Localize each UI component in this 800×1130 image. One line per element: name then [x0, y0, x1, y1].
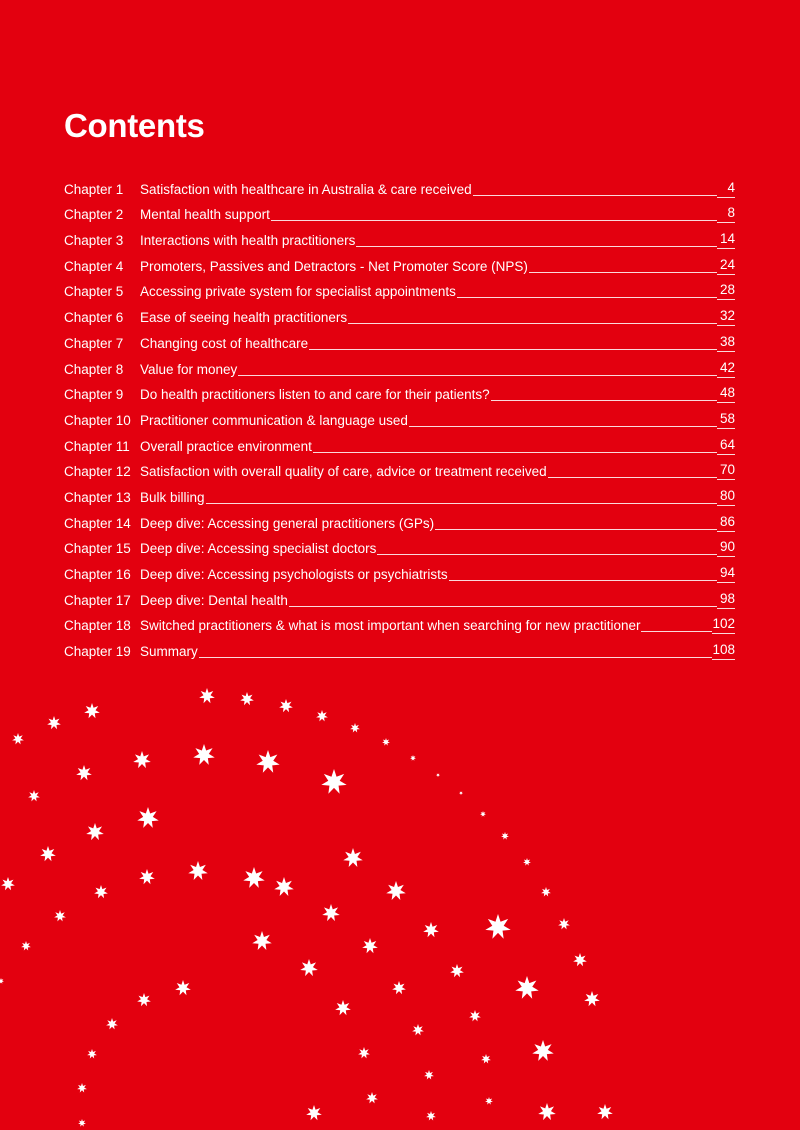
toc-title: Accessing private system for specialist appointments [140, 284, 456, 300]
toc-leader [356, 246, 717, 247]
star-icon [87, 1049, 97, 1059]
toc-row-11[interactable] [64, 429, 735, 455]
toc-leader [199, 657, 713, 658]
star-icon [410, 755, 416, 761]
star-icon [321, 769, 346, 794]
star-icon [335, 1000, 351, 1015]
toc-page: 64 [717, 437, 735, 455]
toc-page: 80 [717, 488, 735, 506]
toc-chapter: Chapter 7 [64, 335, 124, 351]
toc-page: 32 [717, 308, 735, 326]
toc-leader [641, 631, 712, 632]
toc-chapter: Chapter 2 [64, 207, 124, 223]
star-icon [558, 918, 570, 929]
star-icon [436, 773, 440, 777]
star-icon [94, 885, 108, 898]
star-icon [193, 744, 214, 765]
toc-leader [313, 452, 717, 453]
star-icon [350, 723, 360, 733]
toc-chapter: Chapter 8 [64, 361, 124, 377]
star-icon [343, 848, 363, 867]
toc-page: 28 [717, 282, 735, 300]
star-icon [139, 869, 155, 884]
star-icon [485, 1097, 493, 1105]
toc-row-12[interactable] [64, 455, 735, 481]
toc-row-15[interactable] [64, 532, 735, 558]
toc-row-4[interactable] [64, 249, 735, 275]
star-icon [426, 1111, 436, 1121]
toc-page: 4 [717, 180, 735, 198]
toc-page: 108 [712, 642, 735, 660]
star-icon [392, 981, 406, 994]
star-icon [322, 904, 340, 921]
toc-title: Interactions with health practitioners [140, 233, 356, 249]
star-icon [137, 993, 151, 1006]
toc-leader [206, 503, 717, 504]
toc-chapter: Chapter 3 [64, 233, 124, 249]
star-icon [76, 765, 92, 780]
toc-title: Do health practitioners listen to and care for their patients? [140, 387, 490, 403]
star-icon [532, 1040, 553, 1061]
star-icon [77, 1083, 87, 1093]
star-icon [0, 978, 4, 984]
toc-row-3[interactable] [64, 223, 735, 249]
toc-title: Overall practice environment [140, 438, 312, 454]
toc-leader [377, 554, 717, 555]
star-icon [382, 738, 390, 746]
toc-title: Satisfaction with healthcare in Australia & care received [140, 181, 472, 197]
star-icon [541, 887, 551, 897]
star-icon [424, 1070, 434, 1080]
star-icon [54, 910, 66, 921]
toc-leader [409, 426, 717, 427]
star-icon [501, 832, 509, 840]
toc-page: 48 [717, 385, 735, 403]
toc-title: Deep dive: Accessing specialist doctors [140, 541, 377, 557]
star-icon [1, 877, 15, 890]
toc-chapter: Chapter 9 [64, 387, 124, 403]
toc-title: Mental health support [140, 207, 270, 223]
star-icon [47, 716, 61, 729]
toc-row-2[interactable] [64, 198, 735, 224]
toc-leader [473, 195, 717, 196]
star-icon [573, 953, 587, 966]
toc-title: Satisfaction with overall quality of care, advice or treatment received [140, 464, 547, 480]
toc-leader [309, 349, 717, 350]
star-icon [84, 703, 100, 718]
toc-row-19[interactable] [64, 634, 735, 660]
toc-title: Promoters, Passives and Detractors - Net Promoter Score (NPS) [140, 258, 528, 274]
toc-page: 24 [717, 257, 735, 275]
star-icon [28, 790, 40, 801]
toc-chapter: Chapter 17 [64, 592, 131, 608]
star-icon [175, 980, 191, 995]
toc-row-9[interactable] [64, 378, 735, 404]
toc-title: Deep dive: Dental health [140, 592, 288, 608]
toc-title: Practitioner communication & language used [140, 412, 408, 428]
star-icon [199, 688, 215, 703]
toc-title: Switched practitioners & what is most important when searching for new practitioner [140, 618, 641, 634]
star-icon [240, 692, 254, 705]
toc-title: Deep dive: Accessing psychologists or psychiatrists [140, 567, 448, 582]
toc-page: 90 [717, 539, 735, 557]
star-icon [366, 1092, 378, 1103]
star-field-decoration [0, 680, 800, 1130]
toc-title: Ease of seeing health practitioners [140, 310, 348, 326]
toc-title: Deep dive: Accessing general practitioners (GPs) [140, 515, 435, 531]
toc-page: 14 [717, 231, 735, 249]
star-icon [362, 938, 378, 953]
star-icon [459, 791, 463, 795]
toc-leader [491, 400, 717, 401]
star-icon [21, 941, 31, 951]
star-icon [469, 1010, 481, 1021]
toc-title: Summary [140, 644, 198, 660]
toc-leader [348, 323, 717, 324]
toc-leader [238, 375, 717, 376]
toc-page: 42 [717, 360, 735, 378]
star-icon [358, 1047, 370, 1058]
toc-page: 8 [717, 205, 735, 223]
star-icon [137, 807, 158, 828]
toc-row-14[interactable] [64, 506, 735, 532]
star-icon [133, 751, 151, 768]
toc-chapter: Chapter 12 [64, 464, 131, 480]
star-icon [485, 914, 510, 939]
toc-row-13[interactable] [64, 480, 735, 506]
star-icon [188, 861, 208, 880]
star-icon [274, 877, 294, 896]
star-icon [597, 1104, 613, 1119]
star-icon [584, 991, 600, 1006]
toc-chapter: Chapter 18 [64, 618, 131, 634]
toc-leader [548, 477, 717, 478]
toc-page: 102 [712, 616, 735, 634]
star-icon [300, 959, 318, 976]
star-icon [78, 1119, 86, 1127]
toc-page: 38 [717, 334, 735, 352]
toc-row-17[interactable] [64, 583, 735, 609]
toc-chapter: Chapter 10 [64, 412, 131, 428]
table-of-contents [64, 172, 735, 660]
star-icon [40, 846, 56, 861]
toc-leader [289, 606, 717, 607]
star-icon [306, 1105, 322, 1120]
toc-title: Bulk billing [140, 489, 205, 505]
star-icon [86, 823, 104, 840]
toc-page: 58 [717, 411, 735, 429]
star-icon [279, 699, 293, 712]
toc-page: 94 [717, 565, 735, 583]
star-icon [252, 931, 272, 950]
star-icon [515, 976, 538, 999]
toc-chapter: Chapter 5 [64, 284, 124, 300]
star-icon [480, 811, 486, 817]
toc-row-8[interactable] [64, 352, 735, 378]
toc-leader [457, 297, 717, 298]
star-icon [256, 750, 279, 773]
star-icon [106, 1018, 118, 1029]
toc-chapter: Chapter 19 [64, 644, 131, 660]
star-icon [450, 964, 464, 977]
toc-leader [449, 580, 717, 581]
star-icon [481, 1054, 491, 1064]
toc-chapter: Chapter 6 [64, 310, 124, 326]
toc-row-7[interactable] [64, 326, 735, 352]
toc-chapter: Chapter 15 [64, 541, 131, 557]
toc-chapter: Chapter 14 [64, 515, 131, 531]
toc-leader [435, 529, 717, 530]
star-icon [538, 1103, 556, 1120]
toc-leader [271, 220, 717, 221]
toc-title: Value for money [140, 361, 238, 377]
toc-page: 86 [717, 514, 735, 532]
toc-row-1[interactable] [64, 172, 735, 198]
toc-chapter: Chapter 11 [64, 438, 130, 454]
toc-chapter: Chapter 1 [64, 181, 124, 197]
toc-chapter: Chapter 4 [64, 258, 124, 274]
toc-row-10[interactable] [64, 403, 735, 429]
star-icon [423, 922, 439, 937]
toc-title: Changing cost of healthcare [140, 335, 309, 351]
toc-chapter: Chapter 16 [64, 567, 131, 582]
toc-chapter: Chapter 13 [64, 489, 131, 505]
toc-row-5[interactable] [64, 275, 735, 301]
star-icon [316, 710, 328, 721]
toc-leader [529, 272, 717, 273]
toc-row-18[interactable] [64, 609, 735, 635]
page-title: Contents [64, 107, 205, 144]
star-icon [12, 733, 24, 744]
star-icon [412, 1024, 424, 1035]
toc-page: 98 [717, 591, 735, 609]
star-icon [243, 867, 264, 888]
toc-row-16[interactable] [64, 557, 735, 583]
star-icon [386, 881, 406, 900]
toc-row-6[interactable] [64, 300, 735, 326]
toc-page: 70 [717, 462, 735, 480]
star-icon [523, 858, 531, 866]
